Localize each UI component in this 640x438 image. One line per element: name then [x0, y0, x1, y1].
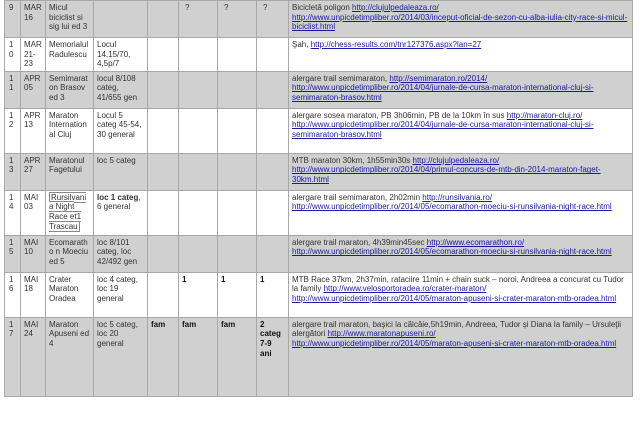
participation-cell [218, 108, 257, 153]
result-text: Locul 5 categ 45-54, 30 general [97, 110, 142, 139]
notes-link[interactable]: http://semimaraton.ro/2014/ [389, 73, 488, 83]
date-cell: MAR 16 [21, 1, 46, 38]
race-name: Memorialul Radulescu [49, 40, 89, 59]
participation-cell [179, 108, 218, 153]
notes-text: Bicicletă poligon [292, 3, 353, 12]
participation-cell: ? [218, 1, 257, 38]
row-number-cell: 17 [5, 317, 21, 396]
row-number-cell: 15 [5, 235, 21, 272]
date-cell: APR 27 [21, 153, 46, 190]
row-number-cell: 14 [5, 190, 21, 235]
participation-cell [179, 71, 218, 108]
result-cell [94, 1, 148, 38]
table-row [5, 190, 633, 235]
notes-link[interactable]: http://clujulpedaleaza.ro/ [412, 155, 500, 165]
participation-cell [148, 235, 179, 272]
participation-cell [257, 153, 289, 190]
race-name: Maraton International Cluj [49, 110, 87, 139]
participation-cell [218, 38, 257, 72]
participation-cell [218, 153, 257, 190]
table-row [5, 71, 633, 108]
notes-text: MTB maraton 30km, 1h55min30s [292, 155, 413, 165]
participation-cell [148, 108, 179, 153]
participation-cell [257, 190, 289, 235]
notes-link[interactable]: http://www.unpicdetimpliber.ro/2014/04/primul-concurs-de-mtb-din-2014-maraton-faget-30km.html [292, 165, 601, 184]
notes-cell [289, 108, 633, 153]
race-name: Maratonul Fagetului [49, 155, 85, 175]
notes-cell [289, 71, 633, 108]
table-row [5, 317, 633, 396]
date-cell: APR 13 [21, 108, 46, 153]
result-cell [94, 317, 148, 396]
result-cell [94, 108, 148, 153]
table-row [5, 153, 633, 190]
notes-text: alergare sosea maraton, PB 3h06min, PB de la 10km în sus [292, 110, 507, 120]
row-number-cell: 13 [5, 153, 21, 190]
participation-cell [179, 190, 218, 235]
race-name-cell [46, 108, 94, 153]
row-number-cell: 12 [5, 108, 21, 153]
race-name: Ecomaratho n Moeciu ed 5 [49, 237, 89, 266]
notes-link[interactable]: http://clujulpedaleaza.ro/ [352, 3, 439, 12]
notes-link[interactable]: http://www.unpicdetimpliber.ro/2014/05/maraton-apuseni-si-crater-maraton-mtb-oradea.html [292, 338, 617, 348]
race-name-cell [46, 317, 94, 396]
notes-link[interactable]: http://www.unpicdetimpliber.ro/2014/05/maraton-apuseni-si-crater-maraton-mtb-oradea.html [292, 293, 617, 303]
participation-cell: 1 [179, 272, 218, 317]
notes-cell [289, 1, 633, 38]
participation-cell [179, 235, 218, 272]
race-name: Crater Maraton Oradea [49, 274, 79, 303]
participation-cell: fam [218, 317, 257, 396]
table-row [5, 1, 633, 38]
race-name: Maraton Apuseni ed 4 [49, 319, 90, 348]
race-name-cell [46, 272, 94, 317]
row-number-cell: 10 [5, 38, 21, 72]
result-cell [94, 272, 148, 317]
result-text: locul 8/108 categ, 41/655 gen [97, 73, 138, 102]
participation-cell [148, 153, 179, 190]
participation-cell: 1 [257, 272, 289, 317]
result-text: loc 4 categ, loc 19 general [97, 274, 138, 303]
date-cell: MAI 24 [21, 317, 46, 396]
notes-text: alergare trail maraton, başici la călcâie,5h19min, Andreea, Tudor şi Diana la family – Ursuleţii alergători [292, 319, 622, 339]
result-text: loc 5 categ [97, 155, 136, 165]
notes-link[interactable]: http://www.unpicdetimpliber.ro/2014/04/jurnale-de-cursa-maraton-international-cluj-si-semimaraton-brasov.html [292, 120, 594, 139]
result-text: loc 5 categ, loc 20 general [97, 319, 138, 348]
participation-cell [257, 108, 289, 153]
participation-cell [148, 71, 179, 108]
date-cell: APR 05 [21, 71, 46, 108]
race-name: Micul biciclist si sig lui ed 3 [49, 3, 88, 32]
notes-link[interactable]: http://www.velosportoradea.ro/crater-maraton/ [323, 284, 487, 294]
notes-cell [289, 38, 633, 72]
result-cell [94, 38, 148, 72]
notes-text: MTB Race 37km, 2h37min, rataciire 11min + chain suck – noroi, Andreea a concurat cu Tudor la family [292, 274, 624, 294]
race-name: Rursilvania Night Race et1 Trascau [49, 192, 87, 231]
result-cell [94, 153, 148, 190]
result-highlight: loc 1 categ [97, 192, 139, 202]
notes-link[interactable]: http://www.unpicdetimpliber.ro/2014/03/inceput-oficial-de-sezon-cu-alba-iulia-city-race-si-micul-biciclist.html [292, 12, 628, 32]
participation-cell [148, 1, 179, 38]
notes-link[interactable]: http://www.ecomarathon.ro/ [426, 237, 525, 247]
notes-link[interactable]: http://www.unpicdetimpliber.ro/2014/04/jurnale-de-cursa-maraton-international-cluj-si-semimaraton-brasov.html [292, 83, 594, 102]
participation-cell [257, 71, 289, 108]
result-cell [94, 190, 148, 235]
race-name-cell [46, 153, 94, 190]
notes-cell [289, 317, 633, 396]
notes-link[interactable]: http://chess-results.com/tnr127376.aspx?lan=27 [310, 40, 482, 49]
participation-cell: fam [179, 317, 218, 396]
notes-text: Şah, [292, 40, 311, 49]
notes-text: alergare trail maraton, 4h39min45sec [292, 237, 427, 247]
result-text: Locul 14,15/70, 4,5p/7 [97, 40, 131, 69]
participation-cell [179, 153, 218, 190]
participation-cell [218, 71, 257, 108]
notes-text: alergare trail semimaraton, [292, 73, 390, 83]
race-name-cell [46, 190, 94, 235]
result-text: loc 8/101 categ, loc 42/492 gen [97, 237, 138, 266]
notes-text: alergare trail semimaraton, 2h02min [292, 192, 423, 202]
result-cell [94, 235, 148, 272]
notes-link[interactable]: http://runsilvania.ro/ [422, 192, 493, 202]
notes-cell [289, 272, 633, 317]
table-row [5, 272, 633, 317]
participation-cell [148, 272, 179, 317]
date-cell: MAI 03 [21, 190, 46, 235]
table-row [5, 235, 633, 272]
notes-link[interactable]: http://www.unpicdetimpliber.ro/2014/05/ecomarathon-moeciu-si-runsilvania-night-race.html [292, 247, 612, 257]
race-name-cell [46, 1, 94, 38]
race-results-table [4, 0, 633, 397]
race-name-cell [46, 38, 94, 72]
result-cell [94, 71, 148, 108]
date-cell: MAI 10 [21, 235, 46, 272]
participation-cell: fam [148, 317, 179, 396]
participation-cell [148, 38, 179, 72]
participation-cell [179, 38, 218, 72]
participation-cell: 2 categ 7-9 ani [257, 317, 289, 396]
table-row [5, 38, 633, 72]
participation-cell [148, 190, 179, 235]
race-name-cell [46, 71, 94, 108]
notes-link[interactable]: http://maraton-cluj.ro/ [506, 110, 583, 120]
participation-cell: 1 [218, 272, 257, 317]
notes-cell [289, 235, 633, 272]
race-name: Semimaraton Brasov ed 3 [49, 73, 88, 102]
date-cell: MAI 18 [21, 272, 46, 317]
notes-link[interactable]: http://www.unpicdetimpliber.ro/2014/05/ecomarathon-moeciu-si-runsilvania-night-race.html [292, 202, 612, 212]
table-body [5, 1, 633, 397]
notes-link[interactable]: http://www.maratonapuseni.ro/ [327, 329, 436, 339]
participation-cell: ? [179, 1, 218, 38]
result-text: , 6 general [97, 192, 141, 212]
notes-cell [289, 190, 633, 235]
row-number-cell: 9 [5, 1, 21, 38]
date-cell: MAR 21-23 [21, 38, 46, 72]
notes-cell [289, 153, 633, 190]
row-number-cell: 16 [5, 272, 21, 317]
row-number-cell: 11 [5, 71, 21, 108]
participation-cell [218, 190, 257, 235]
table-row [5, 108, 633, 153]
participation-cell [257, 235, 289, 272]
participation-cell [218, 235, 257, 272]
race-name-cell [46, 235, 94, 272]
participation-cell [257, 38, 289, 72]
participation-cell: ? [257, 1, 289, 38]
